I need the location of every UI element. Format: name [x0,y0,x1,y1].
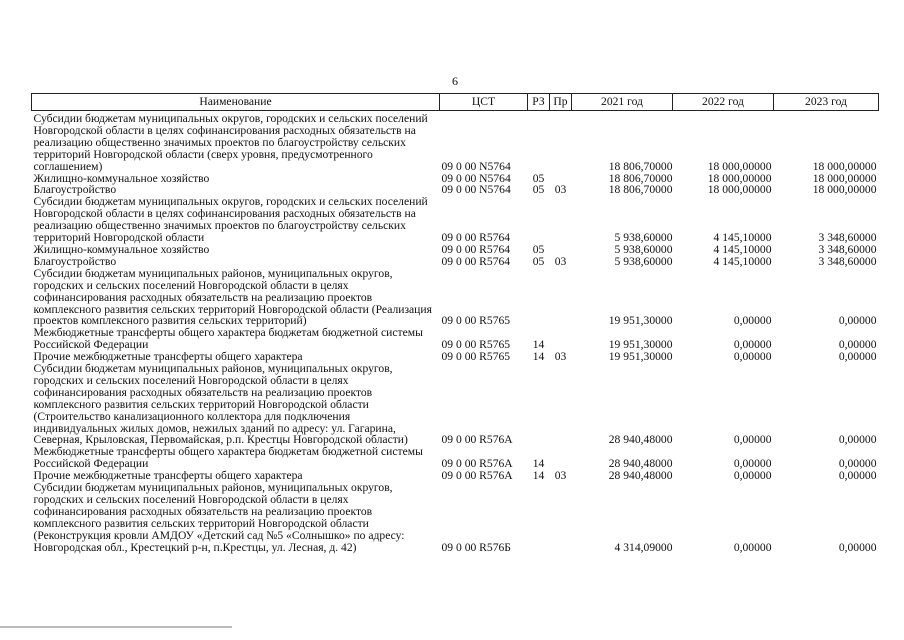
row-2023: 0,00000 [838,338,877,352]
row-2022: 18 000,00000 [707,171,772,185]
row-2023: 0,00000 [838,314,877,328]
row-2023: 3 348,60000 [818,231,877,245]
row-cst: 09 0 00 R5765 [441,350,511,364]
header-rz: РЗ [528,94,550,111]
row-2023: 18 000,00000 [812,183,877,197]
row-2022: 18 000,00000 [707,159,772,173]
row-2021: 19 951,30000 [608,350,673,364]
table-row [32,256,879,268]
row-2021: 28 940,48000 [608,469,673,483]
table-row [32,196,879,244]
row-rz: 05 [532,171,545,185]
footer-divider [0,626,232,628]
row-2022: 4 145,10000 [713,254,772,268]
row-2022: 4 145,10000 [713,231,772,245]
row-name: Субсидии бюджетам муниципальных районов, муниципальных округов, городских и сельских поселений Новгородской области в целях софинансирования расходных обязательств на реализацию проектов комплексного развития сельских территорий Новгородской области (Строительство канализационного коллектора для подключения индивидуальных жилых домов, нежилых зданий по адресу: ул. Гагарина, Северная, Крыловская, Первомайская, р.п. Крестцы Новгородской области) [33,362,408,447]
row-cst: 09 0 00 R576А [441,457,513,471]
row-2022: 0,00000 [733,433,772,447]
row-cst: 09 0 00 R5765 [441,338,511,352]
row-2021: 28 940,48000 [608,457,673,471]
row-name: Субсидии бюджетам муниципальных округов, городских и сельских поселений Новгородской области в целях софинансирования расходных обязательств на реализацию общественно значимых проектов по благоустройству сельских территорий Новгородской области [33,195,428,245]
table-body [32,111,879,554]
row-2021: 5 938,60000 [614,242,673,256]
header-name: Наименование [32,94,440,111]
table-row [32,327,879,351]
row-2021: 19 951,30000 [608,338,673,352]
row-cst: 09 0 00 N5764 [441,183,511,197]
row-rz [528,111,550,173]
row-2022: 4 145,10000 [713,242,772,256]
row-cst: 09 0 00 R576Б [441,540,511,554]
row-name: Межбюджетные трансферты общего характера бюджетам бюджетной системы Российской Федерации [33,445,423,471]
row-2021: 18 806,70000 [608,183,673,197]
row-name: Субсидии бюджетам муниципальных районов, муниципальных округов, городских и сельских поселений Новгородской области в целях софинансирования расходных обязательств на реализацию проектов комплексного развития сельских территорий Новгородской области (Реализация проектов комплексного развития сельских территорий) [33,266,432,328]
row-pr [550,482,572,553]
row-cst: 09 0 00 N5764 [441,171,511,185]
row-2022: 0,00000 [733,457,772,471]
row-cst: 09 0 00 R5765 [441,314,511,328]
row-2021: 5 938,60000 [614,231,673,245]
row-rz [528,363,550,446]
row-pr [550,327,572,351]
row-2022: 0,00000 [733,314,772,328]
table-row [32,482,879,553]
row-2023: 18 000,00000 [812,171,877,185]
row-2021: 28 940,48000 [608,433,673,447]
row-name: Жилищно-коммунальное хозяйство [33,242,210,256]
row-2023: 3 348,60000 [818,242,877,256]
row-pr [550,268,572,328]
row-2023: 0,00000 [838,433,877,447]
row-cst: 09 0 00 R5764 [441,242,511,256]
row-pr: 03 [554,469,567,483]
table-row [32,268,879,328]
row-2021: 4 314,09000 [614,540,673,554]
row-cst: 09 0 00 R5764 [441,231,511,245]
row-2022: 0,00000 [733,469,772,483]
row-name: Жилищно-коммунальное хозяйство [33,171,210,185]
row-rz: 14 [532,469,545,483]
row-rz [528,196,550,244]
row-2023: 0,00000 [838,350,877,364]
row-name: Благоустройство [33,254,117,268]
budget-table [31,93,879,554]
row-cst: 09 0 00 N5764 [441,159,511,173]
row-rz: 14 [532,457,545,471]
row-2021: 5 938,60000 [614,254,673,268]
row-2022: 0,00000 [733,338,772,352]
table-row [32,111,879,173]
row-2022: 18 000,00000 [707,183,772,197]
row-2023: 0,00000 [838,469,877,483]
row-cst: 09 0 00 R5764 [441,254,511,268]
header-2023: 2023 год [774,94,879,111]
row-pr: 03 [554,254,567,268]
row-rz: 05 [532,183,545,197]
row-rz [528,268,550,328]
row-rz: 05 [532,242,545,256]
row-rz: 14 [532,350,545,364]
row-rz: 14 [532,338,545,352]
row-name: Субсидии бюджетам муниципальных районов, муниципальных округов, городских и сельских поселений Новгородской области в целях софинансирования расходных обязательств на реализацию проектов комплексного развития сельских территорий Новгородской области (Реконструкция кровли АМДОУ «Детский сад №5 «Солнышко» по адресу: Новгородская обл., Крестецкий р-н, п.Крестцы, ул. Лесная, д. 42) [33,481,405,554]
row-rz [528,482,550,553]
row-pr: 03 [554,183,567,197]
row-pr [550,196,572,244]
row-name: Прочие межбюджетные трансферты общего характера [33,350,303,364]
table-row [32,446,879,470]
table-header-row [32,94,879,111]
page-number: 6 [452,74,458,88]
header-cst: ЦСТ [440,94,528,111]
row-cst: 09 0 00 R576А [441,469,513,483]
row-pr [550,111,572,173]
row-2022: 0,00000 [733,350,772,364]
row-cst: 09 0 00 R576А [441,433,513,447]
row-rz: 05 [532,254,545,268]
row-name: Благоустройство [33,183,117,197]
row-2023: 18 000,00000 [812,159,877,173]
row-2022: 0,00000 [733,540,772,554]
row-pr [550,363,572,446]
row-2021: 18 806,70000 [608,159,673,173]
row-2021: 18 806,70000 [608,171,673,185]
row-name: Прочие межбюджетные трансферты общего характера [33,469,303,483]
row-2023: 0,00000 [838,540,877,554]
row-name: Субсидии бюджетам муниципальных округов, городских и сельских поселений Новгородской области в целях софинансирования расходных обязательств на реализацию общественно значимых проектов по благоустройству сельских территорий Новгородской области (сверх уровня, предусмотренного соглашением) [33,112,428,173]
header-pr: Пр [550,94,572,111]
row-2023: 3 348,60000 [818,254,877,268]
header-2021: 2021 год [572,94,673,111]
row-pr: 03 [554,350,567,364]
row-2021: 19 951,30000 [608,314,673,328]
row-name: Межбюджетные трансферты общего характера бюджетам бюджетной системы Российской Федерации [33,326,423,352]
row-pr [550,446,572,470]
header-2022: 2022 год [673,94,774,111]
table-row [32,363,879,446]
row-2023: 0,00000 [838,457,877,471]
